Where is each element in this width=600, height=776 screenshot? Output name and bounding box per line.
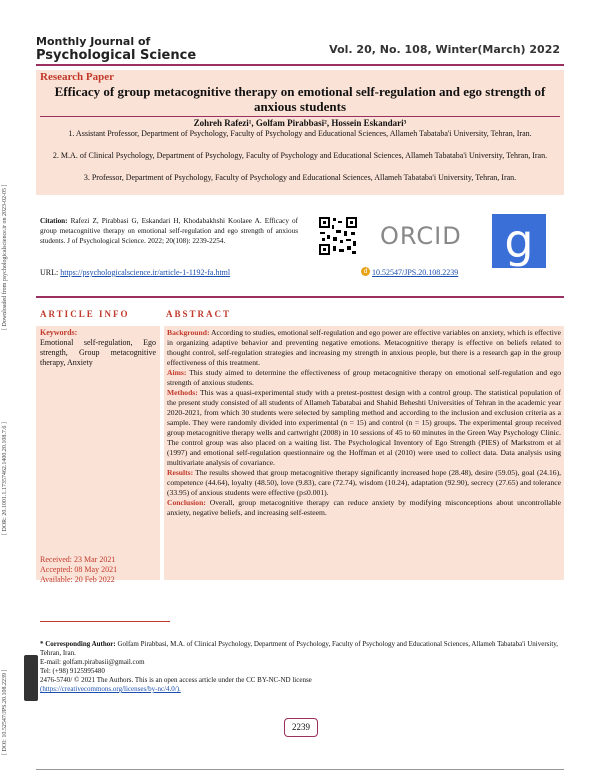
side-note-downloaded: [ Downloaded from psychologicalscience.ir on 2023-02-05 ]: [2, 184, 8, 330]
footnote-block: [40, 640, 560, 694]
doi-link[interactable]: 10.52547/JPS.20.108.2239: [372, 268, 459, 277]
side-margin-notes: [0, 0, 18, 776]
affiliation-1: 1. Assistant Professor, Department of Psychology, Faculty of Psychology and Educational Sciences, Allameh Tabataba'i University, Tehran, Iran.: [68, 129, 532, 138]
license-line: 2476-5740/ © 2021 The Authors. This is an open access article under the CC BY-NC-ND license: [40, 676, 312, 684]
methods-text: This was a quasi-experimental study with a pretest-posttest design with a control group. The statistical population of the present study consisted of all students of Allameh Tabatabai and Shahid Beheshti Universities of Tehran in the academic year 2020-2021, from which 30 students were selected by sampling method and according to the inclusion and exclusion criteria as a sample. They were randomly divided into experimental (n = 15) and control (n = 15) groups. The experimental group received group metacognitive therapy wells and cartwright (2008) in 10 sessions of 45 to 60 minutes in the Green Way Psychology Clinic. The control group was also placed on a waiting list. The Psychological Inventory of Ego Strength (PIES) of Markstrom et al (1997) and emotional self-regulation questionnaire og the Hoffman et al (2010) were used to collect data. Data analysis using multivariate analysis of covariance.: [167, 388, 562, 467]
keywords-list: Emotional self-regulation, Ego strength, Group metacognitive therapy, Anxiety: [40, 338, 156, 367]
conclusion-text: Overall, group metacognitive therapy can reduce anxiety by modifying misconceptions about uncontrollable anxiety, negative beliefs, and increasing self-esteem.: [167, 498, 561, 517]
title-divider: [40, 116, 560, 117]
bottom-rule: [36, 769, 564, 770]
section-divider: [36, 296, 564, 298]
abstract-heading: ABSTRACT: [166, 309, 232, 319]
doi-icon: d: [361, 267, 370, 276]
results-text: The results showed that group metacognitive therapy significantly increased hope (28.48), desire (59.05), goal (24.16), competence (44.64), loyalty (48.50), love (9.83), care (72.74), wisdom (10.24), adaptation (92.90), secrecy (27.65) and tolerance (33.95) of anxious students were effective (p≤0.001).: [167, 468, 561, 497]
volume-info: Vol. 20, No. 108, Winter(March) 2022: [329, 43, 560, 56]
aims-label: Aims:: [167, 368, 187, 377]
affiliation-3: 3. Professor, Department of Psychology, Faculty of Psychology and Educational Sciences, Allameh Tabataba'i University, Tehran, Iran.: [83, 173, 517, 182]
orcid-logo[interactable]: ORCID: [380, 222, 462, 250]
tel-line: Tel: (+98) 9125995480: [40, 667, 105, 675]
article-type-label: Research Paper: [40, 71, 115, 83]
received-date: Received: 23 Mar 2021: [40, 555, 116, 564]
citation-block: [40, 216, 298, 246]
background-label: Background:: [167, 328, 210, 337]
url-row: [40, 268, 230, 277]
article-title: Efficacy of group metacognitive therapy on emotional self-regulation and ego strength of anxious students: [54, 84, 546, 114]
article-info-heading: ARTICLE INFO: [40, 309, 130, 319]
author-list: Zohreh Rafezi¹, Golfam Pirabbasi², Hossein Eskandari³: [193, 118, 407, 128]
license-link[interactable]: (https://creativecommons.org/licenses/by-nc/4.0/).: [40, 685, 181, 693]
accepted-date: Accepted: 08 May 2021: [40, 565, 118, 574]
url-label: URL:: [40, 268, 59, 277]
qr-code-icon: [318, 216, 358, 256]
aims-text: This study aimed to determine the effectiveness of group metacognitive therapy on emotional self-regulation and ego strength of anxious students.: [167, 368, 561, 387]
background-text: According to studies, emotional self-regulation and ego power are effective variables on anxiety, which is effective in organizing adaptive behavior and preventing negative emotions. Metacognitive therapy is effective on beliefs related to thought control, self-regulation strategies and increasing my strength in anxious people, but there is a research gap in the group effectiveness of this treatment.: [167, 328, 561, 367]
citation-text: Rafezi Z, Pirabbasi G, Eskandari H, Khodabakhshi Koolaee A. Efficacy of group metacognitive therapy on emotional self-regulation and ego strength of anxious students. J of Psychological Science. 2022; 20(108): 2239-2254.: [40, 217, 298, 245]
side-note-dor: [ DOR: 20.1001.1.17357462.1400.20.108.7.6 ]: [2, 422, 8, 535]
abstract-text: [167, 328, 561, 518]
article-dates: [40, 555, 117, 585]
available-date: Available: 20 Feb 2022: [40, 575, 115, 584]
creative-commons-icon: [24, 655, 38, 701]
results-label: Results:: [167, 468, 194, 477]
article-url-link[interactable]: https://psychologicalscience.ir/article-1-1192-fa.html: [60, 268, 231, 277]
email-line: E-mail: golfam.pirabasii@gmail.com: [40, 658, 145, 666]
keywords-label: Keywords:: [40, 328, 78, 337]
page-number: 2239: [284, 718, 318, 737]
conclusion-label: Conclusion:: [167, 498, 206, 507]
journal-name-line2: Psychological Science: [36, 48, 197, 63]
corresponding-author-label: * Corresponding Author:: [40, 640, 116, 648]
side-note-doi: [ DOI: 10.52547/JPS.20.108.2239 ]: [2, 669, 8, 755]
footnote-divider: [40, 621, 170, 622]
google-scholar-icon[interactable]: g: [492, 214, 546, 268]
corresponding-author-text: Golfam Pirabbasi, M.A. of Clinical Psychology, Department of Psychology, Faculty of Psychology and Educational Sciences, Allameh Tabataba'i University, Tehran, Iran.: [40, 640, 559, 657]
citation-label: Citation:: [40, 217, 68, 225]
journal-name-line1: Monthly Journal of: [36, 35, 151, 48]
header-divider: [36, 64, 564, 66]
affiliation-2: 2. M.A. of Clinical Psychology, Department of Psychology, Faculty of Psychology and Educational Sciences, Allameh Tabataba'i University, Tehran, Iran.: [52, 151, 548, 160]
methods-label: Methods:: [167, 388, 198, 397]
